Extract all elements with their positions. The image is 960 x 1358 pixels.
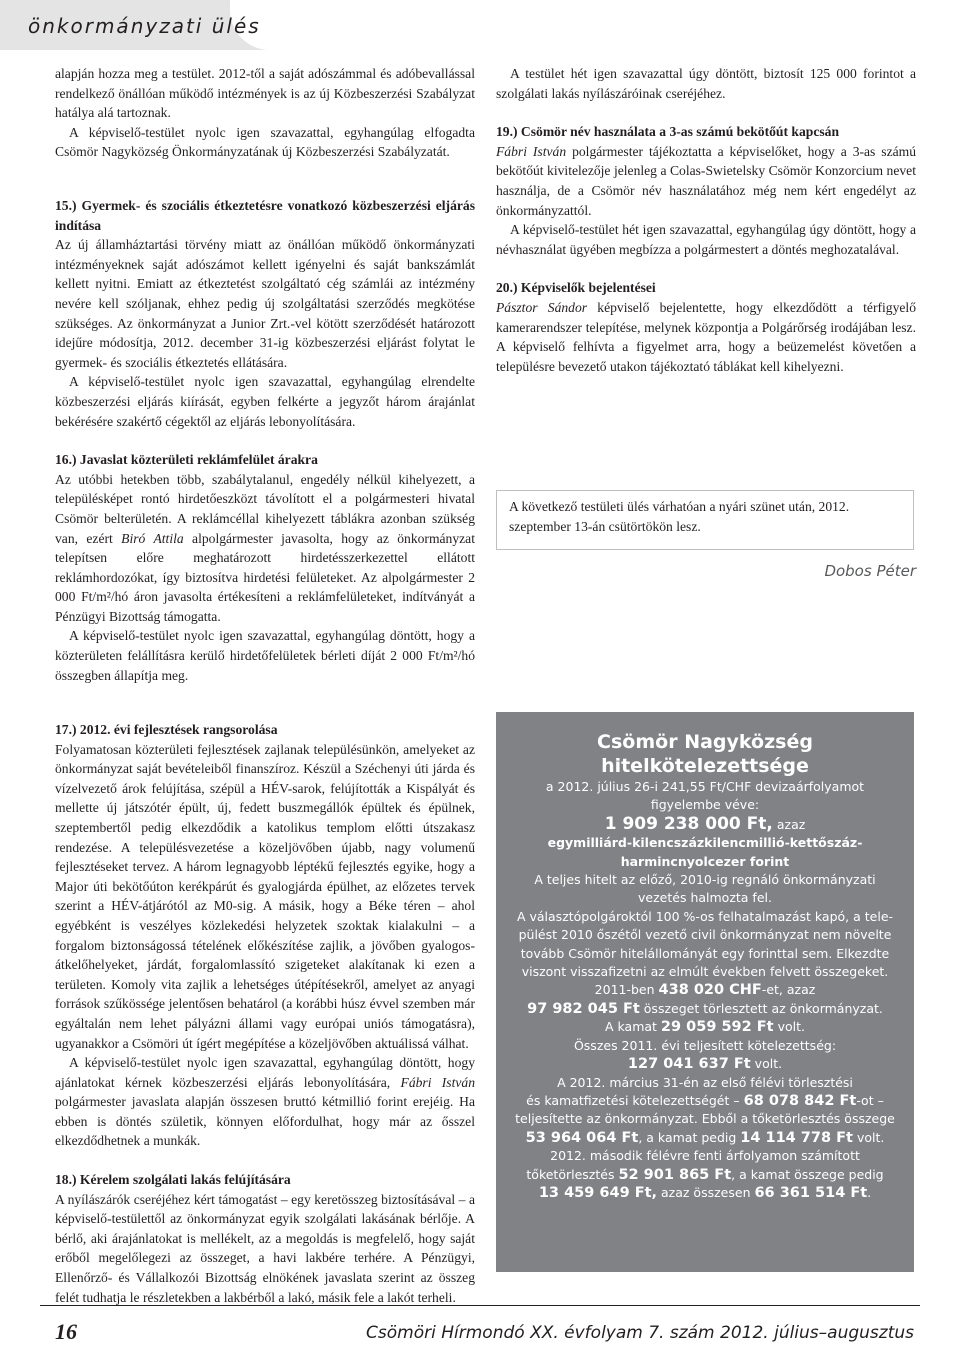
agenda-item-title: 19.) Csömör név használata a 3-as számú bekötőút kapcsán — [496, 124, 840, 140]
box-line: 97 982 045 Ft összeget törlesztett az önkormányzat. — [527, 1000, 883, 1017]
agenda-item-17 — [55, 720, 475, 1151]
box-line: figyelembe véve: — [650, 797, 760, 813]
paragraph: A nyílászárók cseréjéhez kért támogatást – egy keretösszeg biztosításával – a képviselő-testülettől az önkormányzat egyik szolgálati lakásának bérlője. A bérlő, aki árajánlatokat is mellékelt, az a megoldás is megfelelő, hogy saját erőből megelőlegezi az összeget, a havi lakbére terhére. A Pénzügyi, Ellenőrző- és Vállalkozói Bizottság elnökének javaslata szerint az összeg felét tudhatja le részletekben a lakbérből a lakó, másik fele a lakót terheli. — [55, 1191, 475, 1305]
box-line: viszont visszafizetni az elmúlt években felvett összegeket. — [521, 964, 889, 980]
agenda-item-18-continued — [496, 64, 916, 103]
paragraph: Folyamatosan közterületi fejlesztések zajlanak településünkön, amelyeket az önkormányzat saját bevételeiből finanszíroz. Készül a Széchenyi úti járda és vízelvezető árok felújítása, szépül a HÉV-sarok, felújították a Kispályát és mellette új játszótér épült, új, fedett buszmegállók épültek és épülnek, szeptembertől pedig elkezdődik a katolikus templom előtti útszakasz rendezése. A településvezetése a közeljövőben újabb, nagy volumenű fejlesztéseket tervez. A három legnagyobb léptékű fejlesztés egyike, hogy a Major úti bekötőúton kerékpárút és gyalogjárda épülhet, az előzetes tervek szerint a HÉV-átjárótól az M0-sig. A másik, hogy a Béke téren – ahol egyébként is veszélyes közlekedési helyzetek szoktak kialakulni – a forgalom biztonságossá tételének előkészítése zajlik, a jövőben gyalogos-átkelőhelyeket, járdát, forgalomlassító szigeteket alakítanak ki ezen a területen. Komoly vita zajlik a lehetséges útépítésekről, amelyet az anyagi források szűkössége jelentősen behatárol (a korábbi húsz évvel szemben már egyáltalán nem lehet pályázni állami vagy európai uniós támogatásra), ugyanakkor a Csömöri út ígért megépítése a közeljövőben aktuálissá válhat. — [55, 741, 475, 1051]
left-column-intro — [55, 64, 475, 162]
paragraph: alapján hozza meg a testület. 2012-től a saját adószámmal és adóbevallással rendelkező önállóan működő intézmények is az új Közbeszerzési Szabályzat hatálya alá tartoznak. — [55, 66, 475, 121]
page-number: 16 — [55, 1319, 77, 1344]
box-line: Összes 2011. évi teljesített kötelezettség: — [573, 1037, 837, 1053]
box-line: tőketörlesztés 52 901 865 Ft, a kamat összege pedig — [526, 1166, 884, 1183]
debt-in-words: egymilliárd-kilencszázkilencmillió-kettőszáz- — [547, 835, 863, 851]
paragraph: A képviselő-testület hét igen szavazattal, egyhangúlag úgy döntött, hogy a névhasználat ügyében megbízza a polgármestert a döntés meghozatalával. — [496, 222, 916, 257]
box-line: A teljes hitelt az előző, 2010-ig regnáló önkormányzati — [534, 872, 876, 888]
paragraph: A képviselő-testület nyolc igen szavazattal, egyhangúlag döntött, hogy ajánlatokat kérnek közbeszerzési eljárás lebonyolítására, Fábri István polgármester javaslata alapján összesen bruttó kétmillió forint erejéig. Ha ebben is döntés születik, könnyen előfordulhat, hogy már az ősszel elkezdődhetnek a munkák. — [55, 1055, 476, 1149]
box-line: teljesítette az önkormányzat. Ebből a tőketörlesztés összege — [515, 1111, 895, 1127]
box-title: Csömör Nagyközség hitelkötelezettsége — [597, 731, 813, 777]
debt-in-words: harmincnyolcezer forint — [620, 853, 790, 869]
right-column — [496, 64, 916, 395]
box-line: 127 041 637 Ft volt. — [627, 1056, 783, 1073]
debt-info-box — [496, 712, 914, 1272]
agenda-item-20 — [496, 278, 916, 376]
agenda-item-16 — [55, 450, 475, 685]
box-line: 2011-ben 438 020 CHF-et, azaz — [594, 982, 816, 999]
publication-info: Csömöri Hírmondó XX. évfolyam 7. szám 2012. július–augusztus — [366, 1323, 914, 1343]
agenda-item-title: 20.) Képviselők bejelentései — [496, 280, 656, 296]
box-line: 2012. második félévre fenti árfolyamon számított — [550, 1148, 860, 1164]
box-line: tovább Csömör hitelállományát egy forinttal sem. Elkezdte — [520, 945, 890, 961]
paragraph: Fábri István polgármester tájékoztatta a képviselőket, hogy a 3-as számú bekötőút kivitelezője jelenleg a Colas-Swietelsky Csömör Konzorcium nevet használja, de a Csömör név használatához még nem kért engedélyt az önkormányzattól. — [496, 143, 917, 218]
agenda-item-title: 18.) Kérelem szolgálati lakás felújítására — [55, 1172, 291, 1188]
left-column-sections-17-18 — [55, 720, 475, 1326]
agenda-item-title: 17.) 2012. évi fejlesztések rangsorolása — [55, 722, 278, 737]
box-line: A kamat 29 059 592 Ft volt. — [605, 1019, 805, 1036]
box-line: és kamatfizetési kötelezettségét – 68 078 842 Ft-ot – — [526, 1092, 884, 1109]
paragraph: A képviselő-testület nyolc igen szavazattal, egyhangúlag elfogadta Csömör Nagyközség Önkormányzatának új Közbeszerzési Szabályzatát. — [55, 124, 475, 160]
box-line: A 2012. március 31-én az első félévi törlesztési — [557, 1074, 853, 1090]
box-line: pülést 2010 őszétől vezető civil önkormányzat nem növelte — [518, 927, 892, 943]
page-footer — [0, 1305, 960, 1358]
box-line: vezetés halmozta fel. — [638, 890, 772, 906]
agenda-item-19 — [496, 122, 916, 259]
paragraph: A képviselő-testület nyolc igen szavazattal, egyhangúlag döntött, hogy a közterületen felállításra kerülő hirdetőfelületek bérleti díját 2 000 Ft/m²/hó összegben állapítja meg. — [55, 628, 475, 683]
author-signature: Dobos Péter — [824, 562, 916, 580]
box-line: a 2012. július 26-i 241,55 Ft/CHF devizaárfolyamot — [545, 779, 865, 794]
paragraph: A testület hét igen szavazattal úgy döntött, biztosít 125 000 forintot a szolgálati lakás nyílászáróinak cseréjéhez. — [496, 66, 916, 101]
agenda-item-15 — [55, 196, 475, 431]
agenda-item-title: 15.) Gyermek- és szociális étkeztetésre vonatkozó közbeszerzési eljárás indítása — [55, 198, 475, 233]
paragraph: Az új államháztartási törvény miatt az önállóan működő önkormányzati intézményeknek saját adószámot kellett igényelni és saját bankszámlát kellett nyitni. Emiatt az étkeztetést szolgáltató cég számlái az intézmény nevére kell szóljanak, ehhez pedig új szolgáltatási szerződés megkötése szükséges. Az önkormányzat a Junior Zrt.-vel kötött szerződését határozott idejűre módosítja, 2012. december 31-ig közbeszerzési eljárást folytat le gyermek- és szociális étkeztetés ellátására. — [55, 237, 475, 370]
paragraph: Pásztor Sándor képviselő bejelentette, hogy elkezdődött a térfigyelő kamerarendszer telepítése, melynek központja a Polgárőrség irodájában lesz. A képviselő felhívta a figyelmet arra, hogy a beüzemelést követően a településre bevezető utakon tájékoztató táblákat kell kihelyezni. — [496, 299, 916, 374]
agenda-item-title: 16.) Javaslat közterületi reklámfelület árakra — [55, 452, 318, 468]
left-column-sections-15-16 — [55, 196, 475, 704]
agenda-item-18 — [55, 1170, 475, 1307]
box-line: A választópolgároktól 100 %-os felhatalmazást kapó, a tele- — [516, 908, 894, 924]
next-meeting-notice: A következő testületi ülés várhatóan a nyári szünet után, 2012. szeptember 13-án csütörtökön lesz. — [496, 490, 914, 550]
paragraph: Az utóbbi hetekben több, szabálytalanul, engedély nélkül kihelyezett, a településképet rontó hirdetőeszközt távolított el a polgármesteri hivatal Csömör belterületén. A reklámcéllal kihelyezett táblákra azonban szükség van, ezért Biró Attila alpolgármester javasolta, hogy az önkormányzat telepítsen előre meghatározott hirdetésszerkezettel ellátott reklámhordozókat, így biztosítva hirdetési felületeket. Az alpolgármester 2 000 Ft/m²/hó áron javasolta értékesíteni a reklámfelületeket, indítványát a Pénzügyi Bizottság támogatta. — [55, 471, 475, 624]
paragraph: A képviselő-testület nyolc igen szavazattal, egyhangúlag elrendelte közbeszerzési eljárás kiírását, egyben felkérte a jegyzőt három árajánlat bekérésére szakértő cégektől az eljárás lebonyolítására. — [55, 374, 475, 429]
footer-divider — [40, 1305, 920, 1306]
box-line: 53 964 064 Ft, a kamat pedig 14 114 778 Ft volt. — [525, 1129, 885, 1146]
section-title: önkormányzati ülés — [28, 14, 261, 38]
debt-total: 1 909 238 000 Ft, azaz — [604, 813, 806, 834]
box-line: 13 459 649 Ft, azaz összesen 66 361 514 Ft. — [538, 1184, 872, 1201]
